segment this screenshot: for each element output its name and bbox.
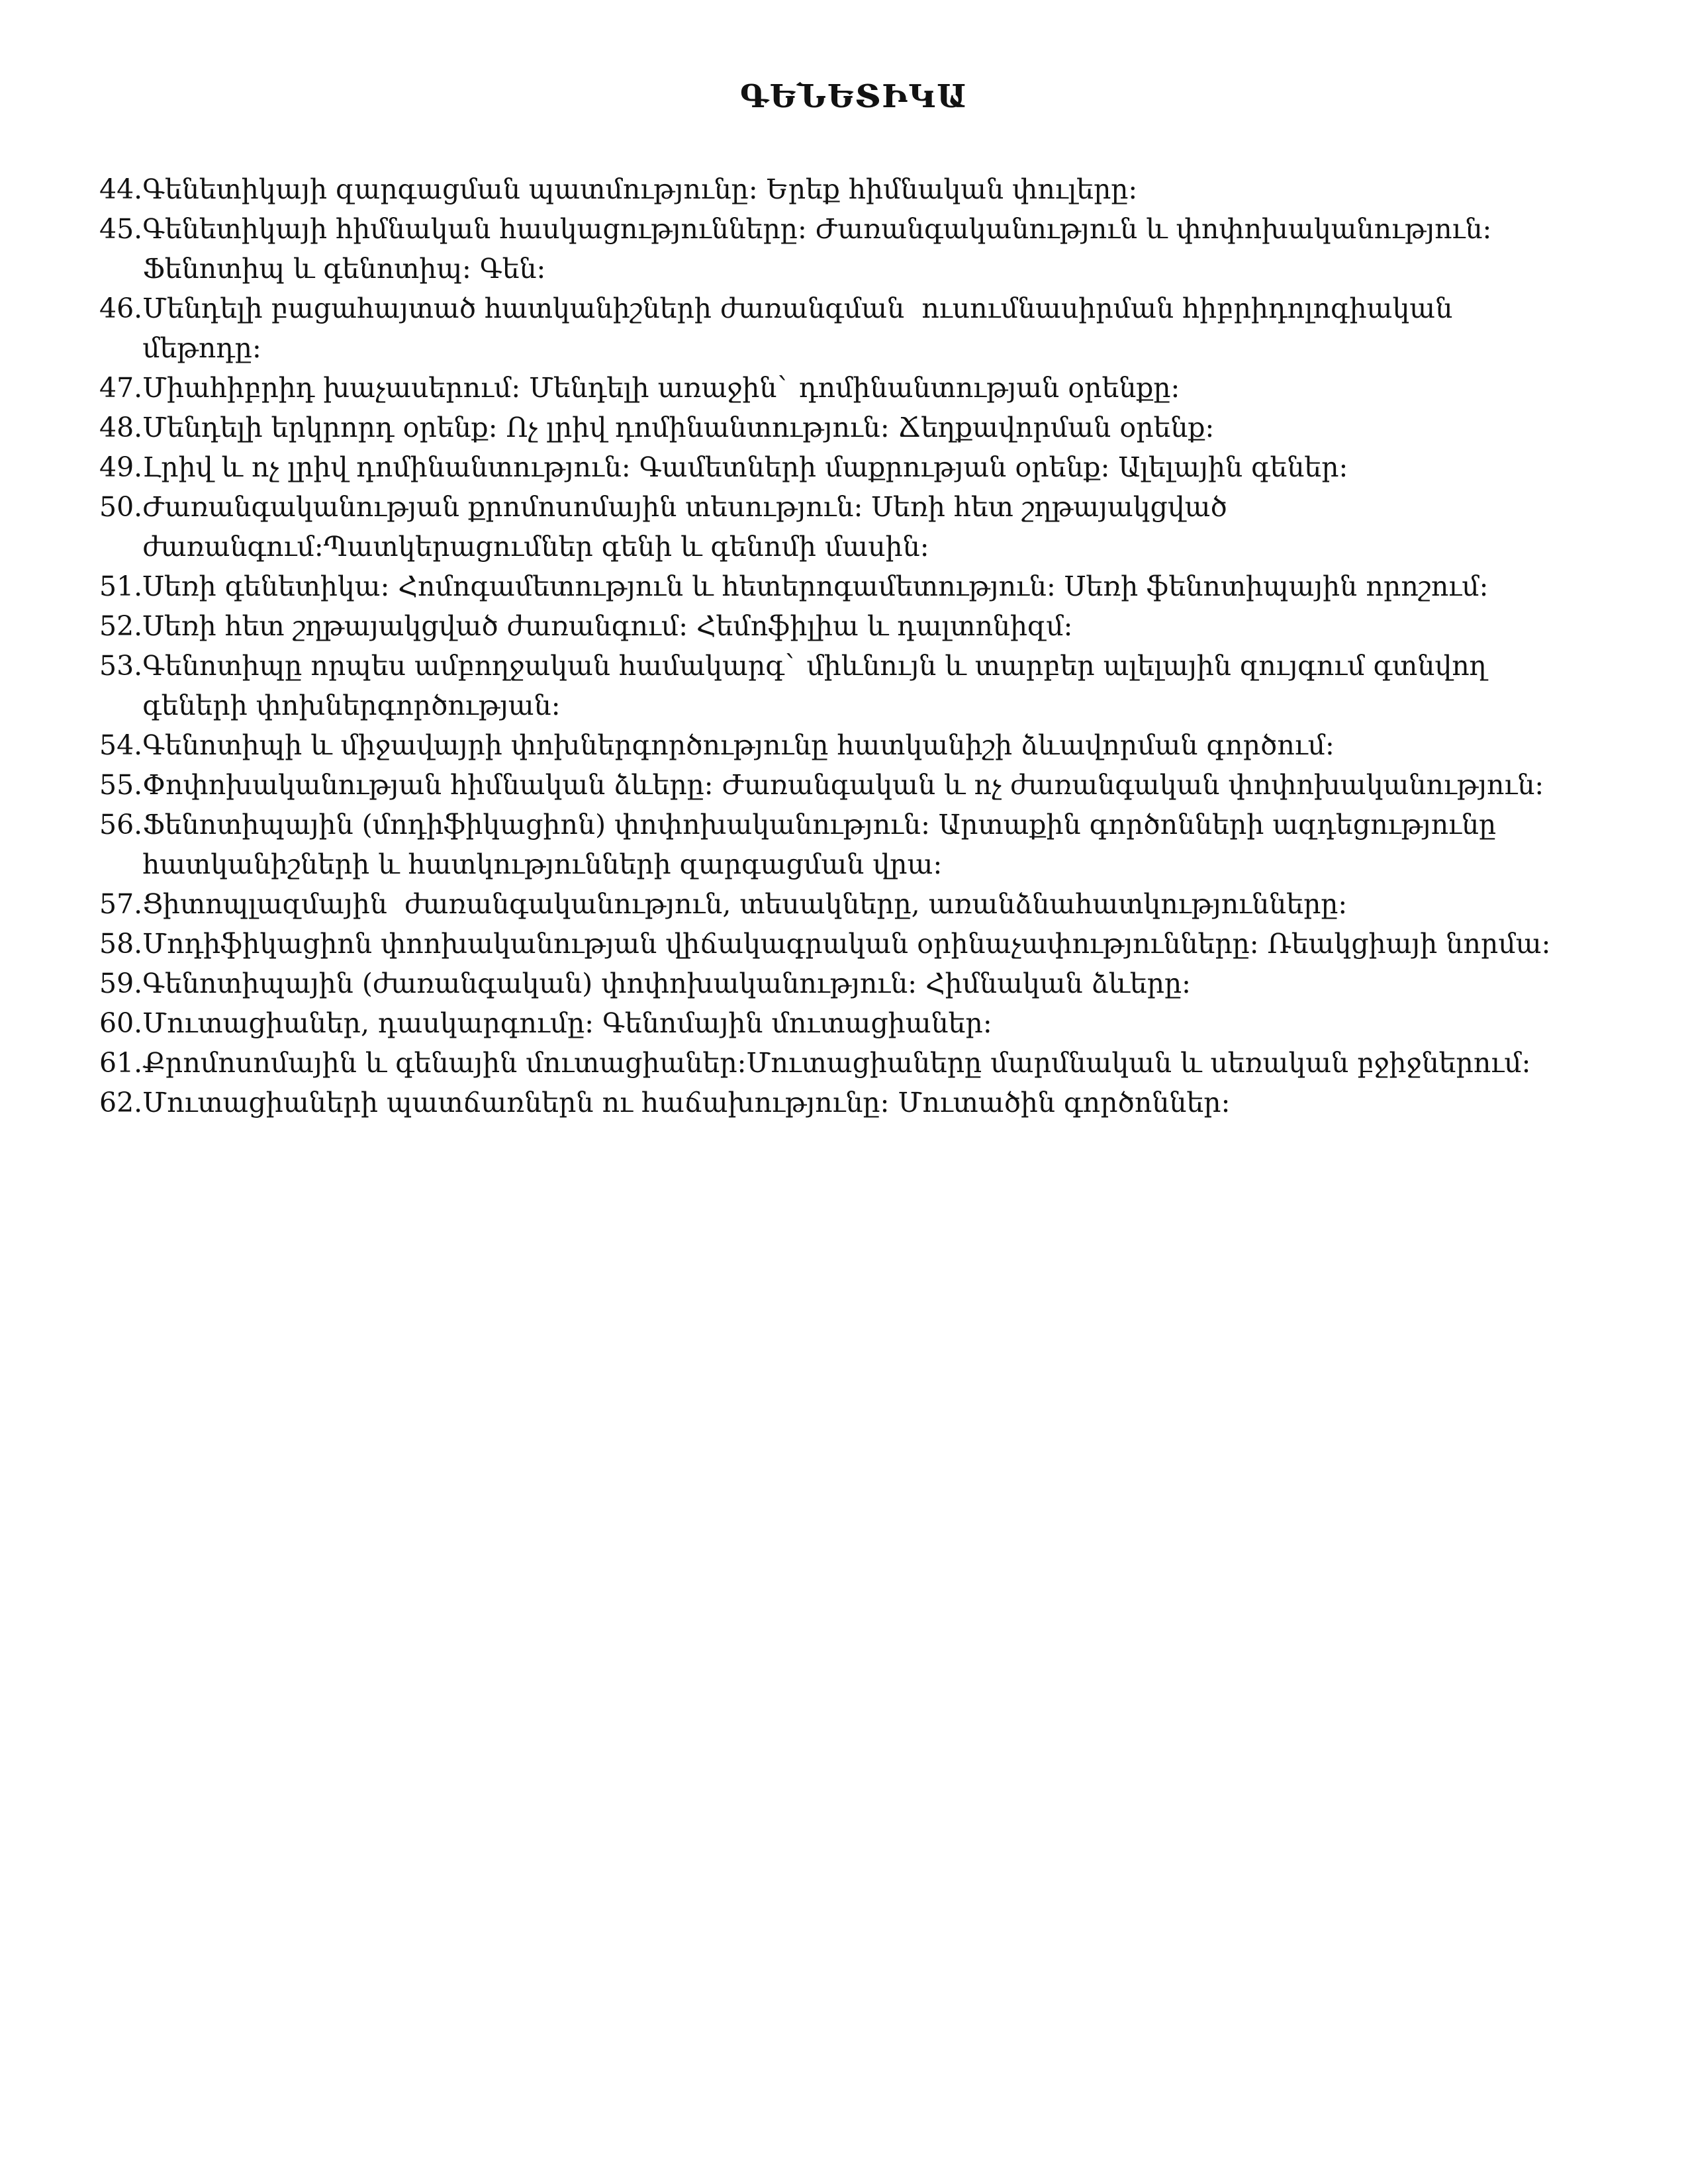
- list-item-line: Փոփոխականության հիմնական ձևերը: Ժառանգական և ոչ ժառանգական փոփոխականություն:: [142, 769, 1544, 801]
- list-item: [99, 964, 1609, 1003]
- list-item-line: Մենդելի երկրորդ օրենք: Ոչ լրիվ դոմինանտություն: Ճեղքավորման օրենք:: [142, 412, 1215, 443]
- list-item-line: Գենետիկայի հիմնական հասկացությունները: Ժառանգականություն և փոփոխականություն:: [142, 213, 1492, 245]
- list-item-number: 47.: [99, 372, 143, 404]
- list-item-line: Գենետիկայի զարգացման պատմությունը: Երեք հիմնական փուլերը:: [142, 173, 1138, 205]
- list-item: [99, 408, 1609, 447]
- list-item-text: [142, 567, 1609, 606]
- list-item: [99, 765, 1609, 805]
- list-item: [99, 606, 1609, 646]
- list-item: [99, 447, 1609, 487]
- list-item-line: Մոդիֆիկացիոն փոոխականության վիճակագրական օրինաչափությունները: Ռեակցիայի նորմա:: [142, 928, 1551, 960]
- topic-list: [99, 169, 1609, 1122]
- list-item-number: 53.: [99, 650, 143, 682]
- list-item: [99, 567, 1609, 606]
- list-item-line: Մուտացիաների պատճառներն ու հաճախությունը: Մուտածին գործոններ:: [142, 1087, 1231, 1118]
- list-item-number: 46.: [99, 293, 143, 324]
- list-item-line: Քրոմոսոմային և գենային մուտացիաներ:Մուտացիաները մարմնական և սեռական բջիջներում:: [142, 1047, 1531, 1079]
- list-item-number: 50.: [99, 491, 143, 523]
- list-item: [99, 1083, 1609, 1122]
- list-item-number: 60.: [99, 1007, 143, 1039]
- list-item-text: [142, 1043, 1609, 1083]
- list-item-text: [142, 725, 1609, 765]
- list-item: [99, 725, 1609, 765]
- list-item-number: 54.: [99, 729, 143, 761]
- list-item-text: [142, 964, 1609, 1003]
- list-item-number: 55.: [99, 769, 143, 801]
- list-item: [99, 169, 1609, 209]
- list-item: [99, 1043, 1609, 1083]
- list-item-line: Գենոտիպը որպես ամբողջական համակարգ` միևնույն և տարբեր ալելային զույգում գտնվող: [142, 650, 1487, 682]
- list-item: [99, 646, 1609, 725]
- list-item-line: Ֆենոտիպային (մոդիֆիկացիոն) փոփոխականություն: Արտաքին գործոնների ազդեցությունը: [142, 809, 1497, 841]
- list-item-line: Ցիտոպլազմային ժառանգականություն, տեսակները, առանձնահատկությունները:: [142, 888, 1348, 920]
- list-item-line: Գենոտիպի և միջավայրի փոխներգործությունը հատկանիշի ձևավորման գործում:: [142, 729, 1335, 761]
- list-item-line: Մուտացիաներ, դասկարգումը: Գենոմային մուտացիաներ:: [142, 1007, 992, 1039]
- list-item-number: 49.: [99, 451, 143, 483]
- list-item-number: 48.: [99, 412, 143, 443]
- list-item-text: [142, 805, 1609, 884]
- list-item-text: [142, 447, 1609, 487]
- list-item-text: [142, 606, 1609, 646]
- list-item-number: 58.: [99, 928, 143, 960]
- list-item-line: Ֆենոտիպ և գենոտիպ: Գեն:: [142, 253, 546, 285]
- list-item-line: Գենոտիպային (ժառանգական) փոփոխականություն: Հիմնական ձևերը:: [142, 968, 1191, 999]
- list-item-line: Մենդելի բացահայտած հատկանիշների ժառանգման ուսումնասիրման հիբրիդոլոգիական: [142, 293, 1453, 324]
- list-item-text: [142, 169, 1609, 209]
- list-item-text: [142, 884, 1609, 924]
- list-item-line: Միահիբրիդ խաչասերում: Մենդելի առաջին` դոմինանտության օրենքը:: [142, 372, 1180, 404]
- list-item: [99, 924, 1609, 964]
- list-item-text: [142, 487, 1609, 567]
- list-item-text: [142, 289, 1609, 368]
- list-item: [99, 1003, 1609, 1043]
- list-item: [99, 368, 1609, 408]
- list-item: [99, 487, 1609, 567]
- list-item-line: Սեռի գենետիկա: Հոմոգամետություն և հետերոգամետություն: Սեռի ֆենոտիպային որոշում:: [142, 570, 1489, 602]
- list-item-text: [142, 646, 1609, 725]
- list-item-line: գեների փոխներգործության:: [142, 690, 561, 721]
- list-item-text: [142, 765, 1609, 805]
- list-item-number: 61.: [99, 1047, 143, 1079]
- page-title: ԳԵՆԵՏԻԿԱ: [739, 78, 968, 115]
- list-item-number: 45.: [99, 213, 143, 245]
- list-item-number: 62.: [99, 1087, 143, 1118]
- list-item: [99, 289, 1609, 368]
- list-item-number: 57.: [99, 888, 143, 920]
- list-item-line: ժառանգում:Պատկերացումներ գենի և գենոմի մասին:: [142, 531, 929, 563]
- list-item-text: [142, 1003, 1609, 1043]
- list-item-number: 56.: [99, 809, 143, 841]
- list-item-number: 44.: [99, 173, 143, 205]
- list-item-text: [142, 408, 1609, 447]
- list-item-text: [142, 368, 1609, 408]
- list-item-line: Լրիվ և ոչ լրիվ դոմինանտություն: Գամետների մաքրության օրենք: Ալելային գեներ:: [142, 451, 1348, 483]
- list-item-line: Ժառանգականության քրոմոսոմային տեսություն: Սեռի հետ շղթայակցված: [142, 491, 1227, 523]
- list-item-line: հատկանիշների և հատկությունների զարգացման վրա:: [142, 848, 943, 880]
- list-item-line: Սեռի հետ շղթայակցված ժառանգում: Հեմոֆիլիա և դալտոնիզմ:: [142, 610, 1073, 642]
- list-item-number: 59.: [99, 968, 143, 999]
- list-item-number: 52.: [99, 610, 143, 642]
- list-item: [99, 884, 1609, 924]
- list-item-text: [142, 209, 1609, 289]
- list-item-text: [142, 924, 1609, 964]
- list-item: [99, 805, 1609, 884]
- list-item-text: [142, 1083, 1609, 1122]
- list-item-line: մեթոդը:: [142, 332, 261, 364]
- list-item-number: 51.: [99, 570, 143, 602]
- list-item: [99, 209, 1609, 289]
